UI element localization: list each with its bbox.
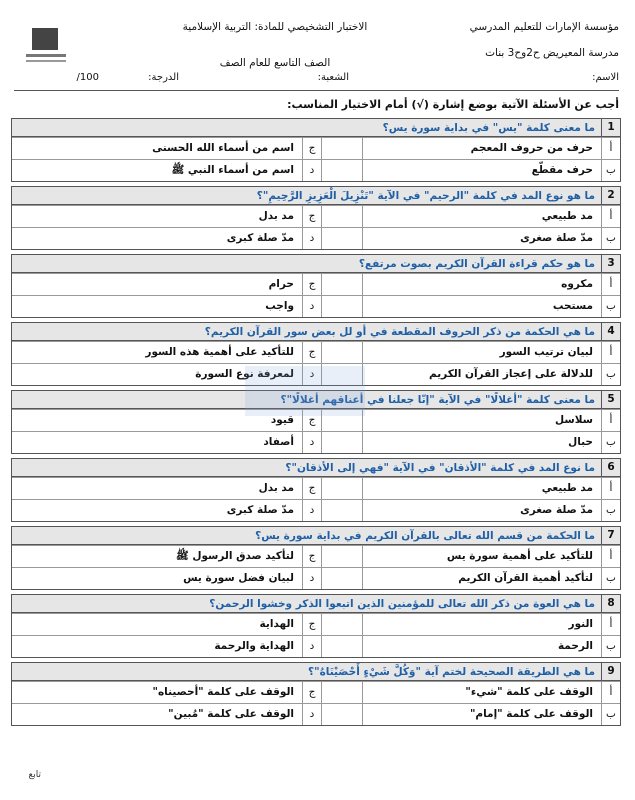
question-text: ما معنى كلمة "أغلالًا" في الآية "إنّا جعلنا في أعناقهم أغلالًا"؟ bbox=[280, 393, 595, 406]
option-letter: ج bbox=[302, 478, 321, 499]
name-label: الاسم: bbox=[592, 72, 619, 83]
answer-row bbox=[12, 613, 620, 635]
check-box[interactable] bbox=[321, 296, 362, 317]
option-d[interactable]: الهداية والرحمة bbox=[214, 640, 294, 652]
question-number: 9 bbox=[601, 663, 620, 680]
option-letter: ج bbox=[302, 682, 321, 703]
question-text: ما هي الطريقة الصحيحة لختم آية "وَكُلَّ شَيْءٍ أَحْصَيْنَاهُ"؟ bbox=[308, 665, 595, 678]
option-letter: ج bbox=[302, 342, 321, 363]
section-label: الشعبة: bbox=[317, 72, 349, 83]
option-a[interactable]: سلاسل bbox=[362, 410, 601, 431]
option-c[interactable]: الهداية bbox=[259, 618, 294, 630]
question-number: 7 bbox=[601, 527, 620, 544]
header-right bbox=[419, 12, 619, 64]
exam-title: الاختبار التشخيصي للمادة: التربية الإسلامية bbox=[182, 21, 368, 33]
option-letter: ج bbox=[302, 410, 321, 431]
question-block bbox=[11, 118, 621, 182]
option-letter: د bbox=[302, 228, 321, 249]
option-c[interactable]: مد بدل bbox=[258, 482, 294, 494]
option-letter: أ bbox=[601, 274, 620, 295]
score-value: 100/ bbox=[76, 72, 99, 83]
ministry-logo-icon bbox=[22, 22, 72, 72]
answer-row bbox=[12, 159, 620, 181]
answer-row bbox=[12, 273, 620, 295]
option-b[interactable]: مستحب bbox=[362, 296, 601, 317]
question-number: 2 bbox=[601, 187, 620, 204]
option-c[interactable]: قيود bbox=[270, 414, 294, 426]
option-letter: ب bbox=[601, 500, 620, 521]
option-b[interactable]: لتأكيد أهمية القرآن الكريم bbox=[362, 568, 601, 589]
question-text: ما هو نوع المد في كلمة "الرحيم" في الآية "تَنْزِيلَ الْعَزِيزِ الرَّحِيمِ"؟ bbox=[256, 189, 595, 202]
check-box[interactable] bbox=[321, 342, 362, 363]
question-block bbox=[11, 526, 621, 590]
question-header bbox=[12, 527, 620, 545]
option-letter: ب bbox=[601, 160, 620, 181]
continue-footer: تابع bbox=[28, 770, 41, 780]
check-box[interactable] bbox=[321, 478, 362, 499]
question-text: ما هي الحكمة من ذكر الحروف المقطعة في أو لل بعض سور القرآن الكريم؟ bbox=[204, 325, 595, 338]
check-box[interactable] bbox=[321, 682, 362, 703]
option-letter: د bbox=[302, 364, 321, 385]
question-text: ما نوع المد في كلمة "الأذقان" في الآية "فهي إلى الأذقان"؟ bbox=[285, 461, 595, 474]
option-letter: ج bbox=[302, 206, 321, 227]
option-letter: د bbox=[302, 568, 321, 589]
check-box[interactable] bbox=[321, 546, 362, 567]
option-c[interactable]: مد بدل bbox=[258, 210, 294, 222]
option-letter: ب bbox=[601, 704, 620, 725]
question-header bbox=[12, 459, 620, 477]
option-letter: ب bbox=[601, 432, 620, 453]
option-letter: أ bbox=[601, 206, 620, 227]
question-block bbox=[11, 662, 621, 726]
option-c[interactable]: حرام bbox=[268, 278, 294, 290]
option-letter: أ bbox=[601, 614, 620, 635]
check-box[interactable] bbox=[321, 636, 362, 657]
option-a[interactable]: لبيان ترتيب السور bbox=[362, 342, 601, 363]
instruction-text: أجب عن الأسئلة الآتية بوضع إشارة (√) أمام الاختيار المناسب: bbox=[287, 98, 619, 111]
question-block bbox=[11, 458, 621, 522]
answer-row bbox=[12, 477, 620, 499]
answer-row bbox=[12, 295, 620, 317]
option-letter: ج bbox=[302, 274, 321, 295]
option-b[interactable]: مدّ صلة صغرى bbox=[362, 228, 601, 249]
answer-row bbox=[12, 227, 620, 249]
check-box[interactable] bbox=[321, 500, 362, 521]
option-b[interactable]: حرف مقطّع bbox=[362, 160, 601, 181]
option-letter: ج bbox=[302, 546, 321, 567]
answer-row bbox=[12, 567, 620, 589]
option-c[interactable]: للتأكيد على أهمية هذه السور bbox=[145, 346, 294, 358]
option-letter: د bbox=[302, 636, 321, 657]
check-box[interactable] bbox=[321, 614, 362, 635]
option-d[interactable]: مدّ صلة كبرى bbox=[226, 232, 294, 244]
question-header bbox=[12, 595, 620, 613]
option-a[interactable]: النور bbox=[362, 614, 601, 635]
check-box[interactable] bbox=[321, 568, 362, 589]
option-letter: د bbox=[302, 160, 321, 181]
check-box[interactable] bbox=[321, 228, 362, 249]
option-letter: ب bbox=[601, 228, 620, 249]
answer-row bbox=[12, 545, 620, 567]
option-c[interactable]: لتأكيد صدق الرسول ﷺ bbox=[176, 550, 294, 562]
option-d[interactable]: لبيان فضل سورة يس bbox=[183, 572, 294, 584]
check-box[interactable] bbox=[321, 432, 362, 453]
option-b[interactable]: مدّ صلة صغرى bbox=[362, 500, 601, 521]
option-b[interactable]: للدلالة على إعجاز القرآن الكريم bbox=[362, 364, 601, 385]
option-letter: أ bbox=[601, 410, 620, 431]
answer-row bbox=[12, 703, 620, 725]
option-letter: ب bbox=[601, 296, 620, 317]
check-box[interactable] bbox=[321, 274, 362, 295]
option-d[interactable]: اسم من أسماء النبي ﷺ bbox=[171, 164, 294, 176]
question-number: 4 bbox=[601, 323, 620, 340]
answer-row bbox=[12, 431, 620, 453]
option-letter: ب bbox=[601, 568, 620, 589]
option-letter: أ bbox=[601, 682, 620, 703]
check-box[interactable] bbox=[321, 138, 362, 159]
option-letter: أ bbox=[601, 546, 620, 567]
option-a[interactable]: للتأكيد على أهمية سورة يس bbox=[362, 546, 601, 567]
option-a[interactable]: مد طبيعي bbox=[362, 206, 601, 227]
answer-row bbox=[12, 205, 620, 227]
score-label: الدرجة: bbox=[148, 72, 179, 83]
option-a[interactable]: مد طبيعي bbox=[362, 478, 601, 499]
option-letter: ب bbox=[601, 636, 620, 657]
student-info-line bbox=[14, 72, 619, 91]
question-number: 1 bbox=[601, 119, 620, 136]
option-letter: د bbox=[302, 296, 321, 317]
option-d[interactable]: أصفاد bbox=[263, 436, 294, 448]
grade-label: الصف التاسع للعام الصف bbox=[219, 57, 331, 69]
check-box[interactable] bbox=[321, 206, 362, 227]
answer-row bbox=[12, 341, 620, 363]
option-b[interactable]: الرحمة bbox=[362, 636, 601, 657]
question-block bbox=[11, 254, 621, 318]
question-number: 8 bbox=[601, 595, 620, 612]
option-a[interactable]: مكروه bbox=[362, 274, 601, 295]
option-letter: أ bbox=[601, 342, 620, 363]
option-d[interactable]: واجب bbox=[265, 300, 294, 312]
check-box[interactable] bbox=[321, 160, 362, 181]
question-text: ما معنى كلمة "يس" في بداية سورة يس؟ bbox=[382, 121, 595, 134]
option-letter: ب bbox=[601, 364, 620, 385]
option-c[interactable]: الوقف على كلمة "أحصيناه" bbox=[152, 686, 294, 698]
question-number: 3 bbox=[601, 255, 620, 272]
option-letter: ج bbox=[302, 614, 321, 635]
question-text: ما الحكمة من قسم الله تعالى بالقرآن الكريم في بداية سورة يس؟ bbox=[255, 529, 595, 542]
option-letter: أ bbox=[601, 478, 620, 499]
answer-row bbox=[12, 499, 620, 521]
answer-row bbox=[12, 635, 620, 657]
question-header bbox=[12, 119, 620, 137]
option-d[interactable]: لمعرفة نوع السورة bbox=[195, 368, 294, 380]
option-letter: د bbox=[302, 432, 321, 453]
watermark-logo bbox=[245, 366, 365, 416]
check-box[interactable] bbox=[321, 704, 362, 725]
option-d[interactable]: مدّ صلة كبرى bbox=[226, 504, 294, 516]
option-a[interactable]: الوقف على كلمة "شيء" bbox=[362, 682, 601, 703]
question-number: 6 bbox=[601, 459, 620, 476]
option-letter: أ bbox=[601, 138, 620, 159]
question-header bbox=[12, 323, 620, 341]
question-text: ما هي العوة من ذكر الله تعالى للمؤمنين الذين اتبعوا الذكر وخشوا الرحمن؟ bbox=[209, 597, 595, 610]
answer-row bbox=[12, 681, 620, 703]
option-b[interactable]: الوقف على كلمة "إمام" bbox=[362, 704, 601, 725]
question-text: ما هو حكم قراءة القرآن الكريم بصوت مرتفع؟ bbox=[358, 257, 595, 270]
option-letter: د bbox=[302, 500, 321, 521]
option-b[interactable]: حبال bbox=[362, 432, 601, 453]
answer-row bbox=[12, 137, 620, 159]
school-name: مدرسة المعيريض ح2وح3 بنات bbox=[485, 47, 619, 59]
question-header bbox=[12, 187, 620, 205]
question-block bbox=[11, 594, 621, 658]
option-d[interactable]: الوقف على كلمة "مُبين" bbox=[168, 708, 294, 720]
question-block bbox=[11, 186, 621, 250]
question-number: 5 bbox=[601, 391, 620, 408]
question-header bbox=[12, 255, 620, 273]
institution-name: مؤسسة الإمارات للتعليم المدرسي bbox=[469, 21, 619, 33]
option-a[interactable]: حرف من حروف المعجم bbox=[362, 138, 601, 159]
option-c[interactable]: اسم من أسماء الله الحسنى bbox=[152, 142, 294, 154]
option-letter: د bbox=[302, 704, 321, 725]
question-header bbox=[12, 663, 620, 681]
header-middle bbox=[180, 14, 370, 76]
option-letter: ج bbox=[302, 138, 321, 159]
